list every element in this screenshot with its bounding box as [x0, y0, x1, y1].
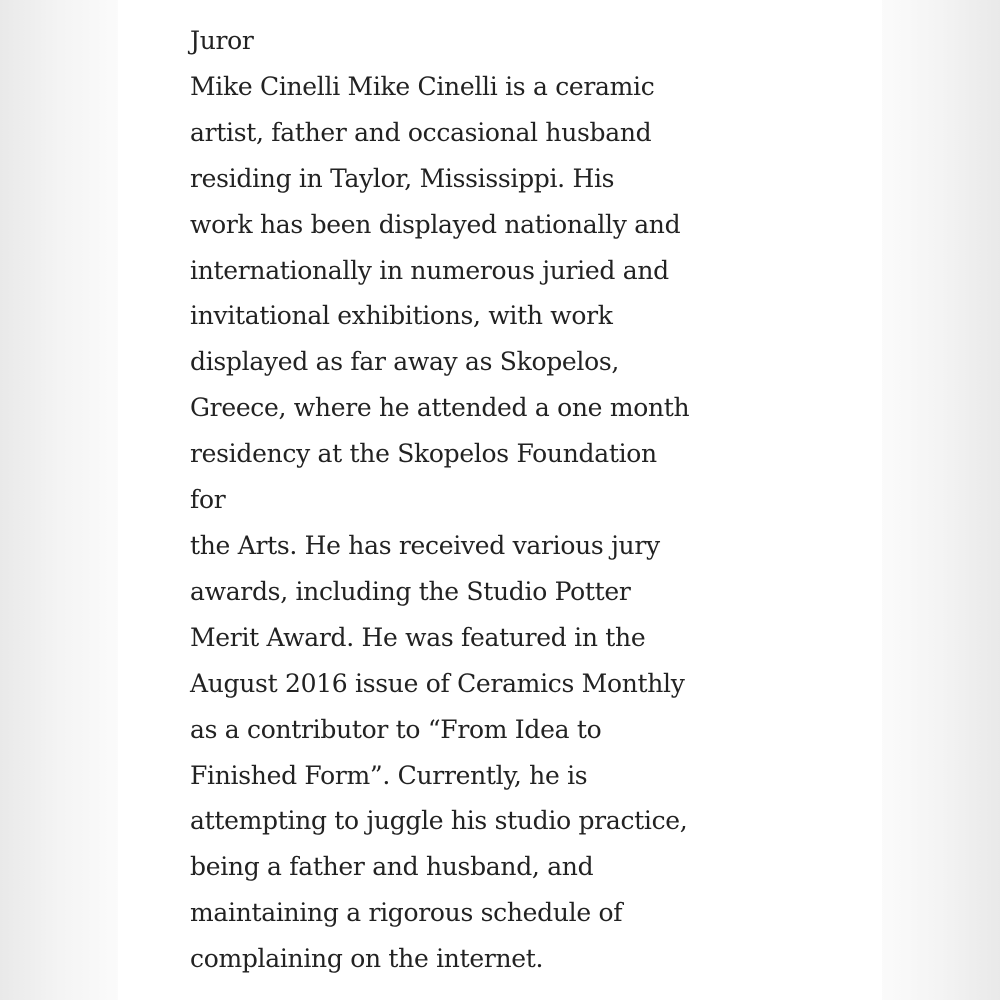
text-line: displayed as far away as Skopelos, [190, 347, 620, 377]
text-line: awards, including the Studio Potter [190, 576, 631, 606]
text-line: Greece, where he attended a one month [190, 393, 690, 423]
text-line: being a father and husband, and [190, 852, 594, 882]
text-line: Merit Award. He was featured in the [190, 622, 646, 652]
text-line: complaining on the internet. [190, 944, 544, 974]
text-line: internationally in numerous juried and [190, 255, 669, 285]
heading-juror: Juror [190, 26, 254, 55]
text-line: the Arts. He has received various jury [190, 530, 660, 560]
text-line: attempting to juggle his studio practice, [190, 806, 688, 836]
juror-bio-text [190, 18, 830, 982]
text-line: for [190, 485, 226, 515]
text-line: residing in Taylor, Mississippi. His [190, 163, 615, 193]
text-line: August 2016 issue of Ceramics Monthly [190, 668, 685, 698]
text-line: Finished Form”. Currently, he is [190, 760, 588, 790]
text-line: artist, father and occasional husband [190, 117, 652, 147]
text-line: residency at the Skopelos Foundation [190, 439, 657, 469]
text-line: invitational exhibitions, with work [190, 301, 613, 331]
text-line: maintaining a rigorous schedule of [190, 898, 623, 928]
text-line: Mike Cinelli Mike Cinelli is a ceramic [190, 71, 655, 101]
text-line: work has been displayed nationally and [190, 209, 681, 239]
text-line: as a contributor to “From Idea to [190, 714, 602, 744]
